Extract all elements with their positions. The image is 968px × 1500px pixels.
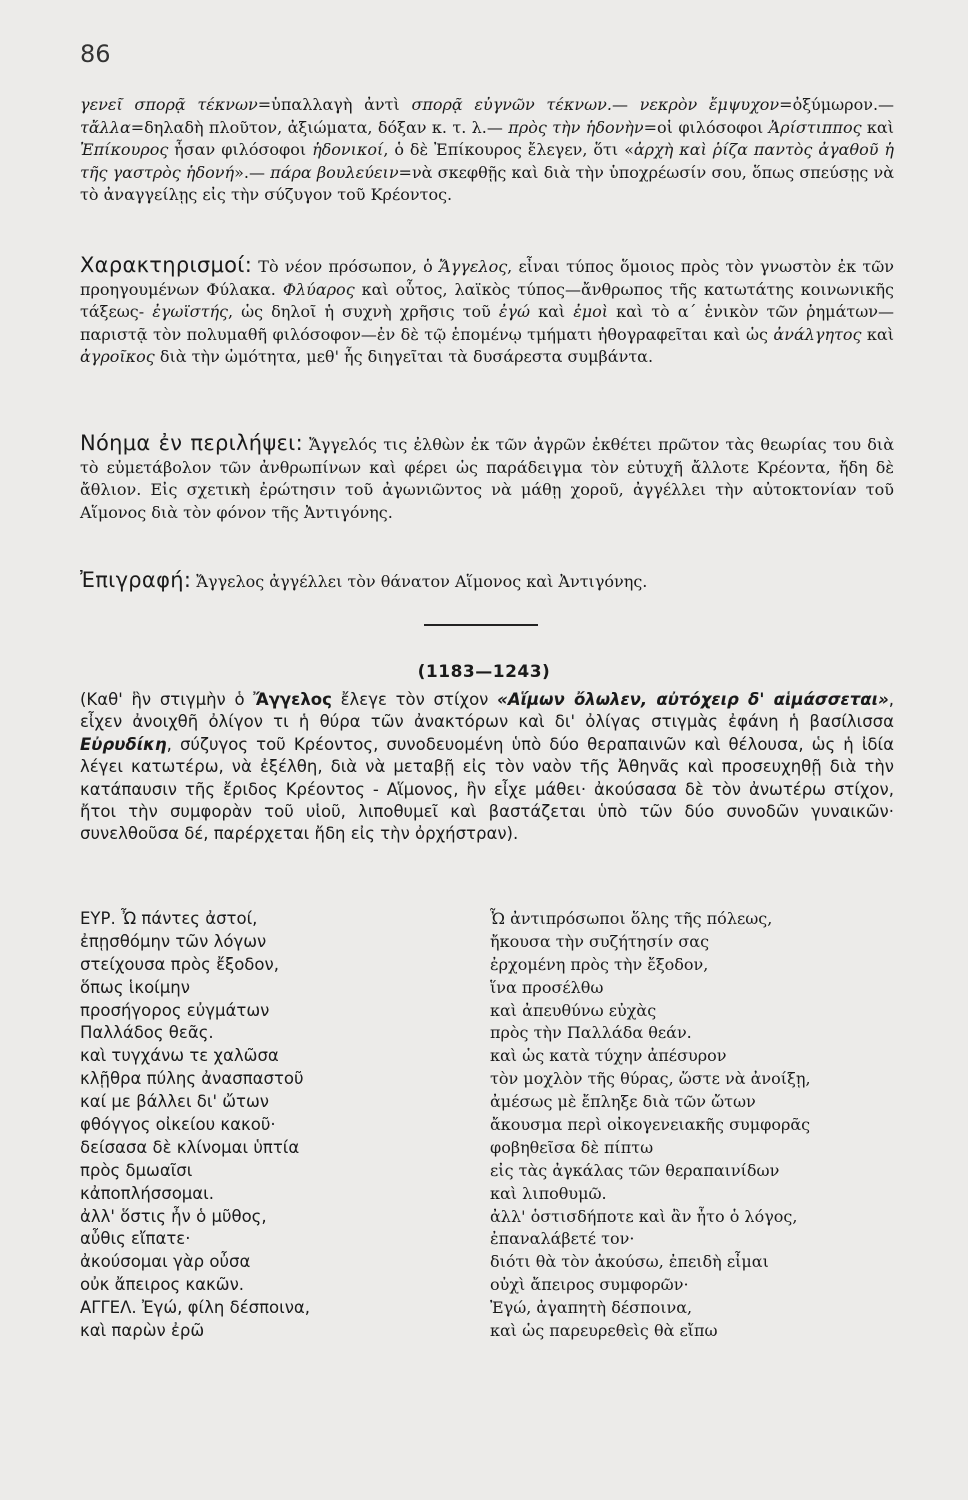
verse-row (80, 1161, 894, 1184)
inscription-heading: Ἐπιγραφή: (80, 568, 192, 592)
verse-translation: ἐρχομένη πρὸς τὴν ἔξοδον, (490, 954, 709, 974)
characterization-section (80, 254, 894, 369)
verse-translation: εἰς τὰς ἀγκάλας τῶν θεραπαινίδων (490, 1160, 780, 1180)
verse-original: προσήγορος εὐγμάτων (80, 1000, 270, 1020)
verse-row (80, 1001, 894, 1024)
verse-row (80, 1046, 894, 1069)
verse-translation: καὶ λιποθυμῶ. (490, 1183, 607, 1203)
summary-text: Ἄγγελός τις ἐλθὼν ἐκ τῶν ἀγρῶν ἐκθέτει πρῶτον τὰς θεωρίας του διὰ τὸ εὐμετάβολον τῶν ἀνθρωπίνων καὶ φέρει ὡς παράδειγμα τὸν εὐτυχῆ ἄλλοτε Κρέοντα, ἤδη δὲ ἄθλιον. Εἰς σχετικὴ ἐρώτησιν τοῦ ἀγωνιῶντος νὰ μάθῃ χοροῦ, ἀγγέλλει τὴν αὐτοκτονίαν τοῦ Αἵμονος διὰ τὸν φόνον τῆς Ἀντιγόνης. (80, 435, 895, 522)
line-range: (1183—1243) (417, 662, 551, 682)
verse-original: καί με βάλλει δι' ὤτων (80, 1092, 270, 1112)
verse-translation: ἀμέσως μὲ ἔπληξε διὰ τῶν ὤτων (490, 1092, 756, 1112)
verse-translation: ἤκουσα τὴν συζήτησίν σας (490, 931, 710, 951)
verse-row (80, 1275, 894, 1298)
verse-row (80, 1023, 894, 1046)
verse-row (80, 1115, 894, 1138)
verse-original: κἀποπλήσσομαι. (80, 1183, 214, 1203)
verse-translation: καὶ ὡς παρευρεθεὶς θὰ εἴπω (490, 1321, 718, 1341)
page-number: 86 (80, 40, 111, 68)
verse-translation: διότι θὰ τὸν ἀκούσω, ἐπειδὴ εἶμαι (490, 1252, 769, 1272)
verse-translation: ἀλλ' ὁστισδήποτε καὶ ἂν ἦτο ὁ λόγος, (490, 1206, 798, 1226)
verse-translation: ἐπαναλάβετέ τον· (490, 1229, 635, 1249)
verse-translation: πρὸς τὴν Παλλάδα θεάν. (490, 1023, 692, 1043)
notes-text: γενεῖ σπορᾷ τέκνων=ὑπαλλαγὴ ἀντὶ σπορᾷ εὐγνῶν τέκνων.— νεκρὸν ἔμψυχον=ὀξύμωρον.— τἄλλα=δηλαδὴ πλοῦτον, ἀξιώματα, δόξαν κ. τ. λ.— πρὸς τὴν ἡδονὴν=οἱ φιλόσοφοι Ἀρίστιππος καὶ Ἐπίκουρος ἦσαν φιλόσοφοι ἡδονικοί, ὁ δὲ Ἐπίκουρος ἔλεγεν, ὅτι «ἀρχὴ καὶ ῥίζα παντὸς ἀγαθοῦ ἡ τῆς γαστρὸς ἡδονή».— πάρα βουλεύειν=νὰ σκεφθῇς καὶ διὰ τὴν ὑποχρέωσίν σου, ὅπως σπεύσῃς νὰ τὸ ἀναγγείλῃς εἰς τὴν σύζυγον τοῦ Κρέοντος. (80, 95, 895, 204)
summary-heading: Νόημα ἐν περιλήψει: (80, 431, 303, 455)
verse-original: ὅπως ἱκοίμην (80, 977, 190, 997)
verse-row (80, 1184, 894, 1207)
verse-translation: ἄκουσμα περὶ οἰκογενειακῆς συμφορᾶς (490, 1115, 811, 1135)
inscription-text: Ἄγγελος ἀγγέλλει τὸν θάνατον Αἵμονος καὶ Ἀντιγόνης. (191, 572, 648, 591)
characterization-heading: Χαρακτηρισμοί: (80, 253, 253, 277)
verse-original: Παλλάδος θεᾶς. (80, 1023, 214, 1043)
verse-row (80, 1229, 894, 1252)
characterization-text: Τὸ νέον πρόσωπον, ὁ Ἄγγελος, εἶναι τύπος ὅμοιος πρὸς τὸν γνωστὸν ἐκ τῶν προηγουμένων Φύλακα. Φλύαρος καὶ οὗτος, λαϊκὸς τύπος—ἄνθρωπος τῆς κατωτάτης κοινωνικῆς τάξεως- ἐγωϊστής, ὡς δηλοῖ ἡ συχνὴ χρῆσις τοῦ ἐγώ καὶ ἐμοὶ καὶ τὸ α΄ ἑνικὸν τῶν ῥημάτων—παριστᾷ τὸν πολυμαθῆ φιλόσοφον—ἐν δὲ τῷ ἑπομένῳ τμήματι ἠθογραφεῖται καὶ ὡς ἀνάλγητος καὶ ἀγροῖκος διὰ τὴν ὠμότητα, μεθ' ἧς διηγεῖται τὰ δυσάρεστα συμβάντα. (80, 257, 895, 366)
verse-original: ΕΥΡ. Ὦ πάντες ἀστοί, (80, 909, 258, 928)
verse-translation: τὸν μοχλὸν τῆς θύρας, ὥστε νὰ ἀνοίξῃ, (490, 1069, 811, 1089)
verse-original: ΑΓΓΕΛ. Ἐγώ, φίλη δέσποινα, (80, 1298, 311, 1318)
verse-row (80, 978, 894, 1001)
stage-direction-text: (Καθ' ἣν στιγμὴν ὁ Ἄγγελος ἔλεγε τὸν στίχον «Αἵμων ὄλωλεν, αὐτόχειρ δ' αἱμάσσεται», εἶχεν ἀνοιχθῆ ὀλίγον τι ἡ θύρα τῶν ἀνακτόρων καὶ δι' ὀλίγας στιγμὰς ἐφάνη ἡ βασίλισσα Εὐρυδίκη, σύζυγος τοῦ Κρέοντος, συνοδευομένη ὑπὸ δύο θεραπαινῶν καὶ θέλουσα, ὡς ἡ ἰδία λέγει κατωτέρω, νὰ ἐξέλθη, διὰ νὰ μεταβῇ εἰς τὸν ναὸν τῆς Ἀθηνᾶς καὶ προσευχηθῇ διὰ τὴν κατάπαυσιν τῆς ἔριδος Κρέοντος - Αἵμονος, ἣν εἶχε μάθει· ἀκούσασα δὲ τὸν ἀνωτέρω στίχον, ἤτοι τὴν συμφορὰν τοῦ υἱοῦ, λιποθυμεῖ καὶ βαστάζεται ὑπὸ τῶν δύο συνοδῶν γυναικῶν· συνελθοῦσα δέ, παρέρχεται ἤδη εἰς τὴν ὀρχήστραν). (80, 690, 894, 844)
verse-row (80, 955, 894, 978)
verse-row (80, 1207, 894, 1230)
verse-original: αὖθις εἴπατε· (80, 1229, 191, 1249)
verse-row (80, 1092, 894, 1115)
verse-original: στείχουσα πρὸς ἔξοδον, (80, 954, 279, 974)
verse-translation: ἵνα προσέλθω (490, 977, 604, 997)
verse-translation: καὶ ἀπευθύνω εὐχὰς (490, 1000, 657, 1020)
verse-original: πρὸς δμωαῖσι (80, 1160, 193, 1180)
summary-section (80, 432, 894, 524)
verse-translation: οὐχὶ ἄπειρος συμφορῶν· (490, 1275, 689, 1295)
inscription-section (80, 568, 894, 594)
verse-original: ἀλλ' ὅστις ἦν ὁ μῦθος, (80, 1206, 267, 1226)
verse-row (80, 1252, 894, 1275)
verse-row (80, 1321, 894, 1344)
verse-row (80, 1069, 894, 1092)
verse-original: ἀκούσομαι γὰρ οὖσα (80, 1252, 251, 1272)
section-divider (424, 624, 538, 626)
verse-original: καὶ παρὼν ἐρῶ (80, 1321, 205, 1341)
verse-table (80, 909, 894, 1344)
verse-original: φθόγγος οἰκείου κακοῦ· (80, 1115, 276, 1135)
verse-translation: Ὦ ἀντιπρόσωποι ὅλης τῆς πόλεως, (490, 909, 773, 928)
verse-translation: φοβηθεῖσα δὲ πίπτω (490, 1137, 654, 1157)
verse-original: ἐπῃσθόμην τῶν λόγων (80, 931, 267, 951)
verse-row (80, 909, 894, 932)
verse-row (80, 932, 894, 955)
verse-original: κλῇθρα πύλης ἀνασπαστοῦ (80, 1069, 304, 1089)
verse-original: δείσασα δὲ κλίνομαι ὑπτία (80, 1137, 300, 1157)
commentary-notes (80, 94, 894, 207)
stage-direction (80, 689, 894, 846)
verse-original: καὶ τυγχάνω τε χαλῶσα (80, 1046, 279, 1066)
verse-translation: καὶ ὡς κατὰ τύχην ἀπέσυρον (490, 1046, 727, 1066)
verse-translation: Ἐγώ, ἀγαπητὴ δέσποινα, (490, 1298, 693, 1318)
verse-row (80, 1138, 894, 1161)
verse-original: οὐκ ἄπειρος κακῶν. (80, 1275, 245, 1295)
verse-row (80, 1298, 894, 1321)
